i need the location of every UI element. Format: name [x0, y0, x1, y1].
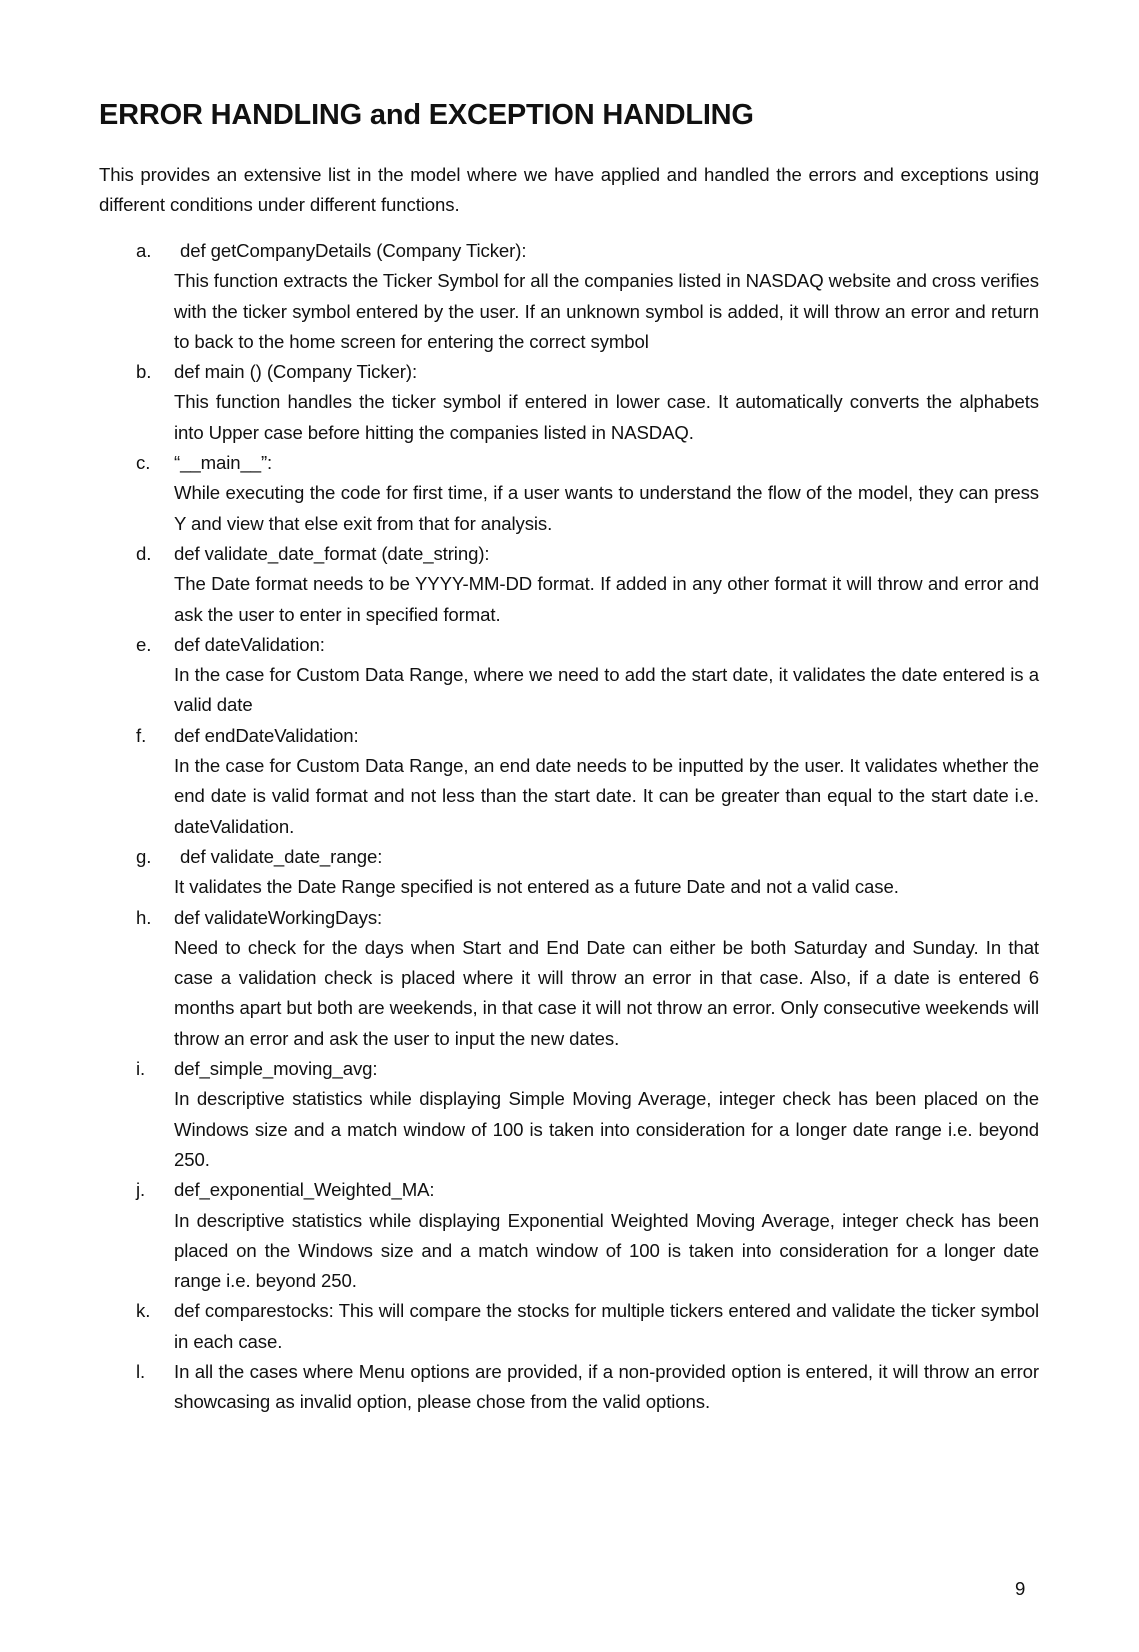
function-description: The Date format needs to be YYYY-MM-DD format. If added in any other format it will throw and error and ask the user to enter in specified format.	[174, 573, 1039, 625]
list-item-marker: g.	[136, 845, 152, 867]
list-item-marker: e.	[136, 633, 152, 655]
list-item-marker: a.	[136, 240, 152, 261]
error-handling-list	[99, 236, 1039, 1418]
page-title: ERROR HANDLING and EXCEPTION HANDLING	[99, 99, 754, 131]
list-item-marker: b.	[136, 361, 152, 383]
list-item	[99, 448, 1039, 539]
list-item-marker: l.	[136, 1360, 146, 1382]
function-name: def dateValidation:	[174, 633, 325, 655]
list-item	[99, 903, 1039, 1054]
page-number: 9	[1015, 1578, 1026, 1599]
function-name: def endDateValidation:	[174, 724, 359, 746]
function-description: In descriptive statistics while displaying Exponential Weighted Moving Average, integer check has been placed on the Windows size and a match window of 100 is taken into consideration for a longer date range i.e. beyond 250.	[174, 1209, 1039, 1292]
list-item-marker: j.	[136, 1179, 146, 1201]
list-item	[99, 630, 1039, 721]
function-description: def comparestocks: This will compare the stocks for multiple tickers entered and validate the ticker symbol in each case.	[174, 1300, 1039, 1352]
function-name: def validate_date_format (date_string):	[174, 542, 490, 564]
function-description: In the case for Custom Data Range, an end date needs to be inputted by the user. It validates whether the end date is valid format and not less than the start date. It can be greater than equal to the start date i.e. dateValidation.	[174, 755, 1039, 837]
list-item-marker: i.	[136, 1058, 146, 1080]
function-description: In the case for Custom Data Range, where we need to add the start date, it validates the date entered is a valid date	[174, 664, 1039, 716]
function-name: def_simple_moving_avg:	[174, 1058, 378, 1080]
function-name: def main () (Company Ticker):	[174, 361, 418, 383]
list-item	[99, 1175, 1039, 1296]
list-item	[99, 842, 1039, 903]
list-item	[99, 236, 1039, 357]
list-item-marker: k.	[136, 1300, 151, 1322]
list-item-marker: c.	[136, 452, 151, 474]
function-description: In descriptive statistics while displaying Simple Moving Average, integer check has been placed on the Windows size and a match window of 100 is taken into consideration for a longer date range i.e. beyond 250.	[174, 1088, 1039, 1170]
list-item-marker: d.	[136, 542, 152, 564]
function-name: def validate_date_range:	[180, 845, 383, 867]
function-description: While executing the code for first time, if a user wants to understand the flow of the model, they can press Y and view that else exit from that for analysis.	[174, 482, 1039, 534]
function-name: def getCompanyDetails (Company Ticker):	[180, 240, 527, 261]
list-item	[99, 539, 1039, 630]
function-name: “__main__”:	[174, 452, 273, 474]
list-item-marker: f.	[136, 724, 147, 746]
list-item	[99, 1054, 1039, 1175]
function-description: This function extracts the Ticker Symbol for all the companies listed in NASDAQ website and cross verifies with the ticker symbol entered by the user. If an unknown symbol is added, it will throw an error and return to back to the home screen for entering the correct symbol	[174, 270, 1039, 352]
function-description: It validates the Date Range specified is not entered as a future Date and not a valid case.	[174, 876, 899, 898]
list-item-marker: h.	[136, 906, 152, 928]
function-description: Need to check for the days when Start and End Date can either be both Saturday and Sunday. In that case a validation check is placed where it will throw an error in that case. Also, if a date is entered 6 months apart but both are weekends, in that case it will not throw an error. Only consecutive weekends will throw an error and ask the user to input the new dates.	[174, 936, 1039, 1049]
intro-paragraph: This provides an extensive list in the model where we have applied and handled the errors and exceptions using different conditions under different functions.	[99, 164, 1039, 216]
function-name: def_exponential_Weighted_MA:	[174, 1179, 435, 1201]
function-description: This function handles the ticker symbol if entered in lower case. It automatically converts the alphabets into Upper case before hitting the companies listed in NASDAQ.	[174, 391, 1039, 443]
list-item	[99, 1296, 1039, 1357]
list-item	[99, 1357, 1039, 1418]
list-item	[99, 721, 1039, 842]
function-description: In all the cases where Menu options are provided, if a non-provided option is entered, it will throw an error showcasing as invalid option, please chose from the valid options.	[174, 1360, 1039, 1413]
function-name: def validateWorkingDays:	[174, 906, 383, 928]
list-item	[99, 357, 1039, 448]
